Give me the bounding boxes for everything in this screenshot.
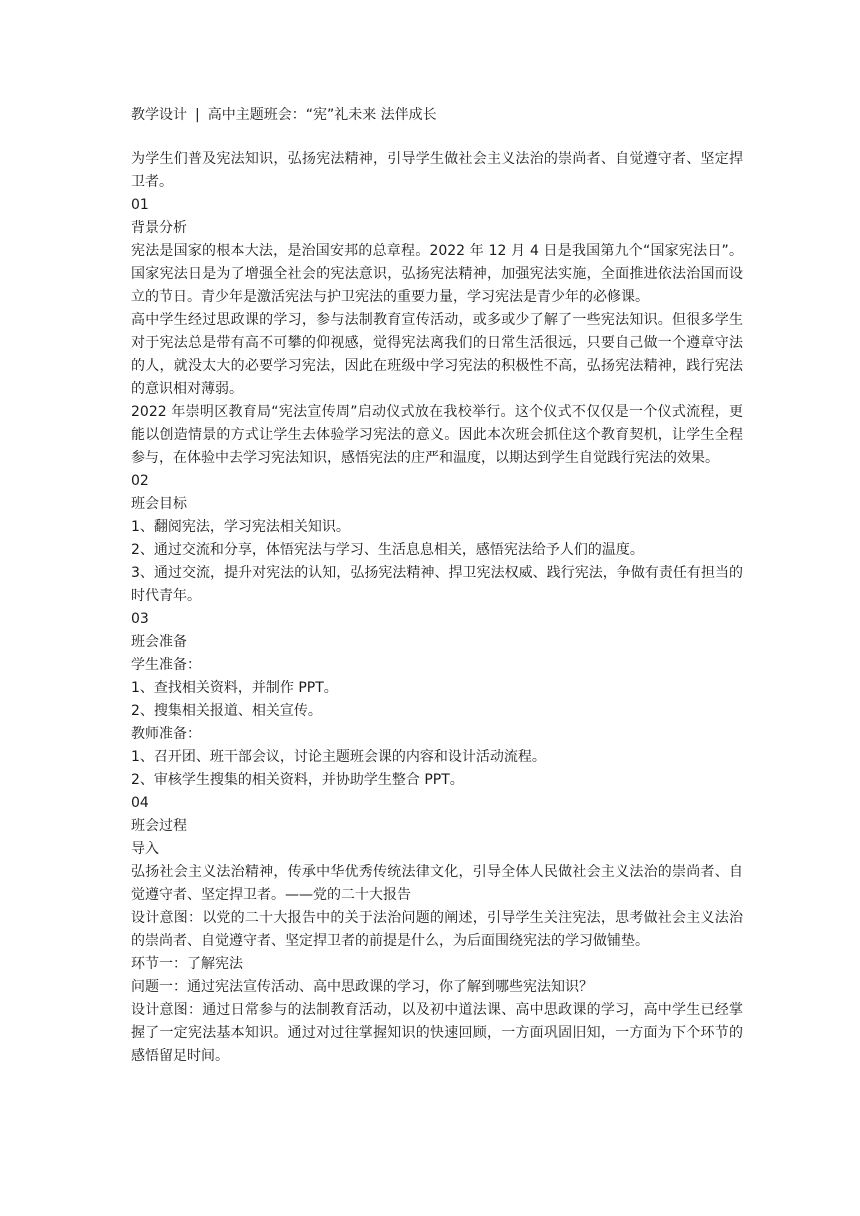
list-item: 1、翻阅宪法，学习宪法相关知识。 (131, 519, 350, 535)
list-item: 3、通过交流，提升对宪法的认知，弘扬宪法精神、捍卫宪法权威、践行宪法，争做有责任有担当的时代青年。 (131, 565, 743, 604)
section-preparation (131, 608, 743, 792)
document-body (131, 148, 743, 1068)
list-item: 1、查找相关资料，并制作 PPT。 (131, 680, 338, 696)
document-header (131, 104, 743, 126)
header-separator: | (195, 107, 200, 123)
paragraph: 问题一：通过宪法宣传活动、高中思政课的学习，你了解到哪些宪法知识？ (131, 979, 593, 995)
document-page (131, 104, 743, 1068)
subheading: 导入 (131, 841, 159, 857)
subheading: 环节一：了解宪法 (131, 956, 243, 972)
section-title: 班会目标 (131, 496, 187, 512)
section-number: 02 (131, 473, 149, 489)
section-goals (131, 470, 743, 608)
paragraph: 高中学生经过思政课的学习，参与法制教育宣传活动，或多或少了解了一些宪法知识。但很多学生对于宪法总是带有高不可攀的仰视感，觉得宪法离我们的日常生活很远，只要自己做一个遵章守法的人，就没太大的必要学习宪法，因此在班级中学习宪法的积极性不高，弘扬宪法精神，践行宪法的意识相对薄弱。 (131, 312, 743, 397)
header-title: 高中主题班会：“宪”礼未来 法伴成长 (207, 107, 437, 123)
list-item: 2、通过交流和分享，体悟宪法与学习、生活息息相关，感悟宪法给予人们的温度。 (131, 542, 644, 558)
paragraph: 2022 年崇明区教育局“宪法宣传周”启动仪式放在我校举行。这个仪式不仅仅是一个仪式流程，更能以创造情景的方式让学生去体验学习宪法的意义。因此本次班会抓住这个教育契机，让学生全程参与，在体验中去学习宪法知识，感悟宪法的庄严和温度，以期达到学生自觉践行宪法的效果。 (131, 404, 743, 466)
intro-paragraph: 为学生们普及宪法知识，弘扬宪法精神，引导学生做社会主义法治的崇尚者、自觉遵守者、坚定捍卫者。 (131, 151, 743, 190)
section-title: 背景分析 (131, 220, 187, 236)
section-background (131, 194, 743, 470)
paragraph: 设计意图：以党的二十大报告中的关于法治问题的阐述，引导学生关注宪法，思考做社会主义法治的崇尚者、自觉遵守者、坚定捍卫者的前提是什么，为后面围绕宪法的学习做铺垫。 (131, 910, 743, 949)
subheading: 学生准备： (131, 657, 201, 673)
section-title: 班会过程 (131, 818, 187, 834)
header-category: 教学设计 (131, 107, 187, 123)
section-number: 01 (131, 197, 149, 213)
section-title: 班会准备 (131, 634, 187, 650)
section-process (131, 792, 743, 1068)
list-item: 1、召开团、班干部会议，讨论主题班会课的内容和设计活动流程。 (131, 749, 546, 765)
paragraph: 设计意图：通过日常参与的法制教育活动，以及初中道法课、高中思政课的学习，高中学生已经掌握了一定宪法基本知识。通过对过往掌握知识的快速回顾，一方面巩固旧知，一方面为下个环节的感悟留足时间。 (131, 1002, 743, 1064)
subheading: 教师准备： (131, 726, 201, 742)
list-item: 2、审核学生搜集的相关资料，并协助学生整合 PPT。 (131, 772, 464, 788)
section-number: 04 (131, 795, 149, 811)
paragraph: 宪法是国家的根本大法，是治国安邦的总章程。2022 年 12 月 4 日是我国第九个“国家宪法日”。国家宪法日是为了增强全社会的宪法意识，弘扬宪法精神，加强宪法实施，全面推进依法治国而设立的节日。青少年是激活宪法与护卫宪法的重要力量，学习宪法是青少年的必修课。 (131, 243, 743, 305)
section-number: 03 (131, 611, 149, 627)
list-item: 2、搜集相关报道、相关宣传。 (131, 703, 322, 719)
quote-paragraph: 弘扬社会主义法治精神，传承中华优秀传统法律文化，引导全体人民做社会主义法治的崇尚者、自觉遵守者、坚定捍卫者。——党的二十大报告 (131, 864, 743, 903)
